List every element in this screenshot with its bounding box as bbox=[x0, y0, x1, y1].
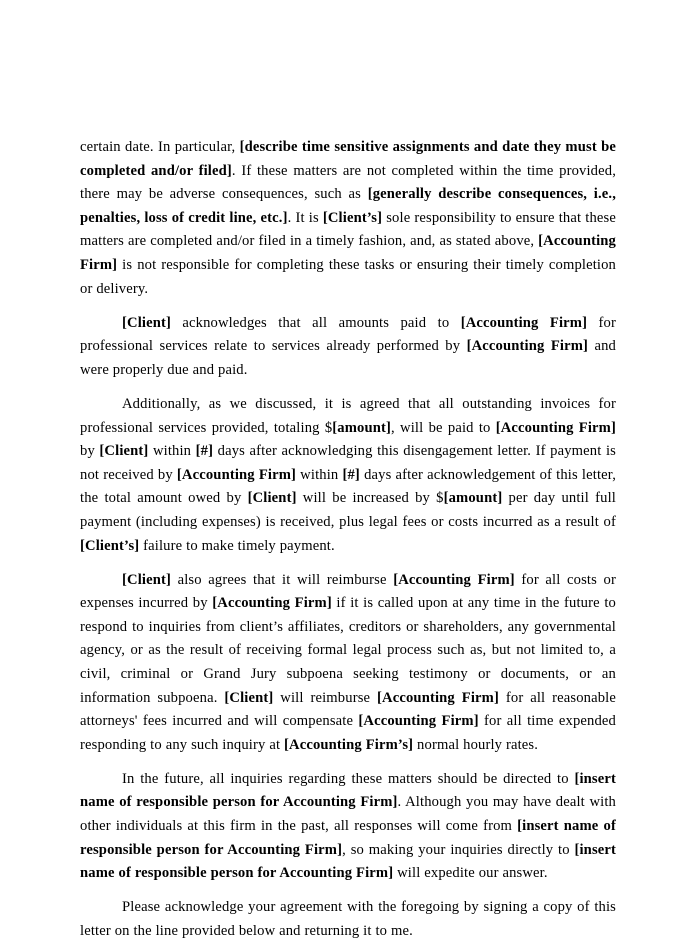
paragraph-please-acknowledge-signature: Please acknowledge your agreement with the foregoing by signing a copy of this letter on the line provided below and returning it to me. bbox=[80, 899, 616, 939]
placeholder-field: [Client] bbox=[122, 314, 171, 331]
placeholder-field: [Client] bbox=[224, 689, 274, 706]
placeholder-field: [generally describe consequences, i.e., penalties, loss of credit line, etc.] bbox=[80, 186, 617, 226]
placeholder-field: [Client’s] bbox=[322, 209, 383, 226]
placeholder-field: [Accounting Firm’s] bbox=[284, 736, 414, 753]
placeholder-field: [#] bbox=[195, 443, 214, 460]
placeholder-field: [Accounting Firm] bbox=[377, 689, 499, 706]
placeholder-field: [Accounting Firm] bbox=[466, 338, 589, 355]
placeholder-field: [describe time sensitive assignments and date they must be completed and/or filed] bbox=[80, 139, 616, 179]
placeholder-field: [amount] bbox=[332, 419, 391, 436]
placeholder-field: [#] bbox=[342, 466, 360, 483]
placeholder-field: [amount] bbox=[443, 490, 503, 507]
placeholder-field: [Accounting Firm] bbox=[393, 571, 515, 588]
placeholder-field: [Accounting Firm] bbox=[358, 713, 479, 730]
placeholder-field: [Accounting Firm] bbox=[212, 595, 332, 612]
placeholder-field: [Client] bbox=[99, 443, 149, 460]
placeholder-field: [Accounting Firm] bbox=[176, 466, 297, 483]
placeholder-field: [Accounting Firm] bbox=[495, 419, 616, 436]
paragraph-amounts-paid-acknowledgement: [Client] acknowledges that all amounts paid to [Accounting Firm] for professional services relate to services already performed by [Accounting Firm] and were properly due and paid. bbox=[80, 314, 616, 378]
placeholder-field: [Client] bbox=[247, 490, 297, 507]
placeholder-field: [Client] bbox=[122, 571, 171, 588]
document-text-body bbox=[80, 136, 616, 944]
placeholder-field: [Accounting Firm] bbox=[460, 314, 588, 331]
placeholder-field: [insert name of responsible person for Accounting Firm] bbox=[80, 841, 617, 882]
paragraph-reimbursement-costs-expenses: [Client] also agrees that it will reimburse [Accounting Firm] for all costs or expenses incurred by [Accounting Firm] if it is called upon at any time in the future to respond to inquiries from client’s affiliates, creditors or shareholders, any governmental agency, or as the result of receiving formal legal process such as, but not limited to, a civil, criminal or Grand Jury subpoena seeking testimony or documents, or an information subpoena. [Client] will reimburse [Accounting Firm] for all reasonable attorneys' fees incurred and will compensate [Accounting Firm] for all time expended responding to any such inquiry at [Accounting Firm’s] normal hourly rates. bbox=[80, 571, 616, 753]
placeholder-field: [insert name of responsible person for Accounting Firm] bbox=[80, 818, 616, 858]
placeholder-field: [Accounting Firm] bbox=[80, 233, 616, 273]
placeholder-field: [insert name of responsible person for Accounting Firm] bbox=[80, 770, 616, 811]
paragraph-outstanding-invoices-payment: Additionally, as we discussed, it is agreed that all outstanding invoices for professional services provided, totaling $[amount], will be paid to [Accounting Firm] by [Client] within [#] days after acknowledging this disengagement letter. If payment is not received by [Accounting Firm] within [#] days after acknowledgement of this letter, the total amount owed by [Client] will be increased by $[amount] per day until full payment (including expenses) is received, plus legal fees or costs incurred as a result of [Client’s] failure to make timely payment. bbox=[80, 395, 616, 554]
placeholder-field: [Client’s] bbox=[80, 537, 140, 554]
paragraph-future-inquiries-contact: In the future, all inquiries regarding these matters should be directed to [insert name of responsible person for Accounting Firm]. Although you may have dealt with other individuals at this firm in the past, all responses will come from [insert name of responsible person for Accounting Firm], so making your inquiries directly to [insert name of responsible person for Accounting Firm] will expedite our answer. bbox=[80, 770, 617, 882]
paragraph-continuation-time-sensitive: certain date. In particular, [describe time sensitive assignments and date they must be completed and/or filed]. If these matters are not completed within the time provided, there may be adverse consequences, such as [generally describe consequences, i.e., penalties, loss of credit line, etc.]. It is [Client’s] sole responsibility to ensure that these matters are completed and/or filed in a timely fashion, and, as stated above, [Accounting Firm] is not responsible for completing these tasks or ensuring their timely completion or delivery. bbox=[80, 139, 617, 297]
